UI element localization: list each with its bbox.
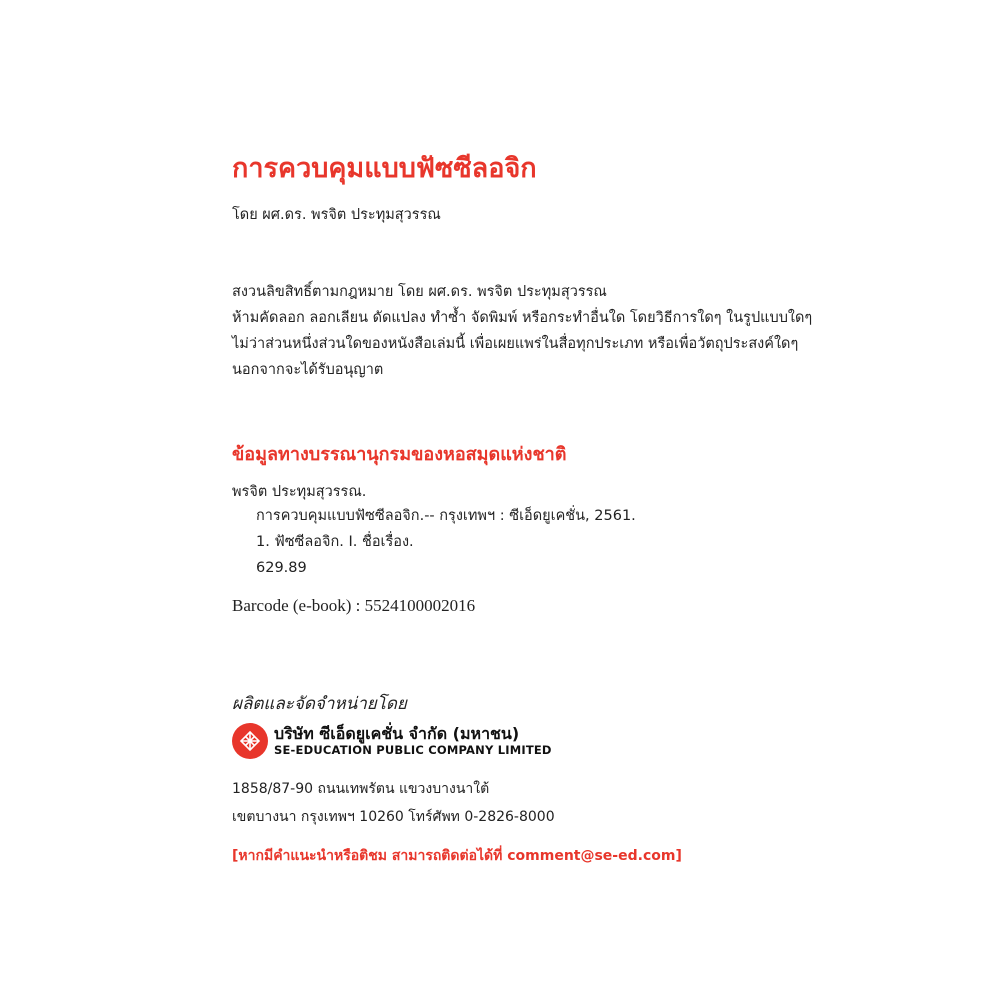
cip-line: 1. ฟัซซีลอจิก. I. ชื่อเรื่อง. — [256, 534, 414, 550]
copyright-line: นอกจากจะได้รับอนุญาต — [232, 362, 384, 378]
publisher-address — [232, 775, 555, 831]
publisher-logo-icon — [232, 723, 268, 759]
cip-entry — [256, 503, 636, 581]
cip-heading: ข้อมูลทางบรรณานุกรมของหอสมุดแห่งชาติ — [232, 444, 567, 465]
produced-by-label: ผลิตและจัดจำหน่ายโดย — [232, 694, 407, 714]
company-name-en: SE-EDUCATION PUBLIC COMPANY LIMITED — [274, 743, 552, 757]
address-line: เขตบางนา กรุงเทพฯ 10260 โทร์ศัพท 0-2826-8000 — [232, 809, 555, 825]
copyright-line: สงวนลิขสิทธิ์ตามกฎหมาย โดย ผศ.ดร. พรจิต ประทุมสุวรรณ — [232, 284, 607, 300]
barcode-text: Barcode (e-book) : 5524100002016 — [232, 596, 476, 615]
author-line: โดย ผศ.ดร. พรจิต ประทุมสุวรรณ — [232, 207, 441, 223]
book-title: การควบคุมแบบฟัซซีลอจิก — [232, 153, 537, 184]
contact-line: [หากมีคำแนะนำหรือติชม สามารถติดต่อได้ที่ comment@se-ed.com] — [232, 848, 682, 864]
cip-line: 629.89 — [256, 560, 307, 576]
copyright-line: ห้ามคัดลอก ลอกเลียน ดัดแปลง ทำซ้ำ จัดพิมพ์ หรือกระทำอื่นใด โดยวิธีการใดๆ ในรูปแบบใดๆ — [232, 310, 813, 326]
copyright-line: ไม่ว่าส่วนหนึ่งส่วนใดของหนังสือเล่มนี้ เพื่อเผยแพร่ในสื่อทุกประเภท หรือเพื่อวัตถุประสงค์ใดๆ — [232, 336, 799, 352]
copyright-notice — [232, 279, 812, 383]
company-name-th: บริษัท ซีเอ็ดยูเคชั่น จำกัด (มหาชน) — [274, 724, 520, 743]
cip-line: การควบคุมแบบฟัซซีลอจิก.-- กรุงเทพฯ : ซีเอ็ดยูเคชั่น, 2561. — [256, 508, 636, 524]
address-line: 1858/87-90 ถนนเทพรัตน แขวงบางนาใต้ — [232, 781, 490, 797]
cip-author: พรจิต ประทุมสุวรรณ. — [232, 484, 367, 500]
